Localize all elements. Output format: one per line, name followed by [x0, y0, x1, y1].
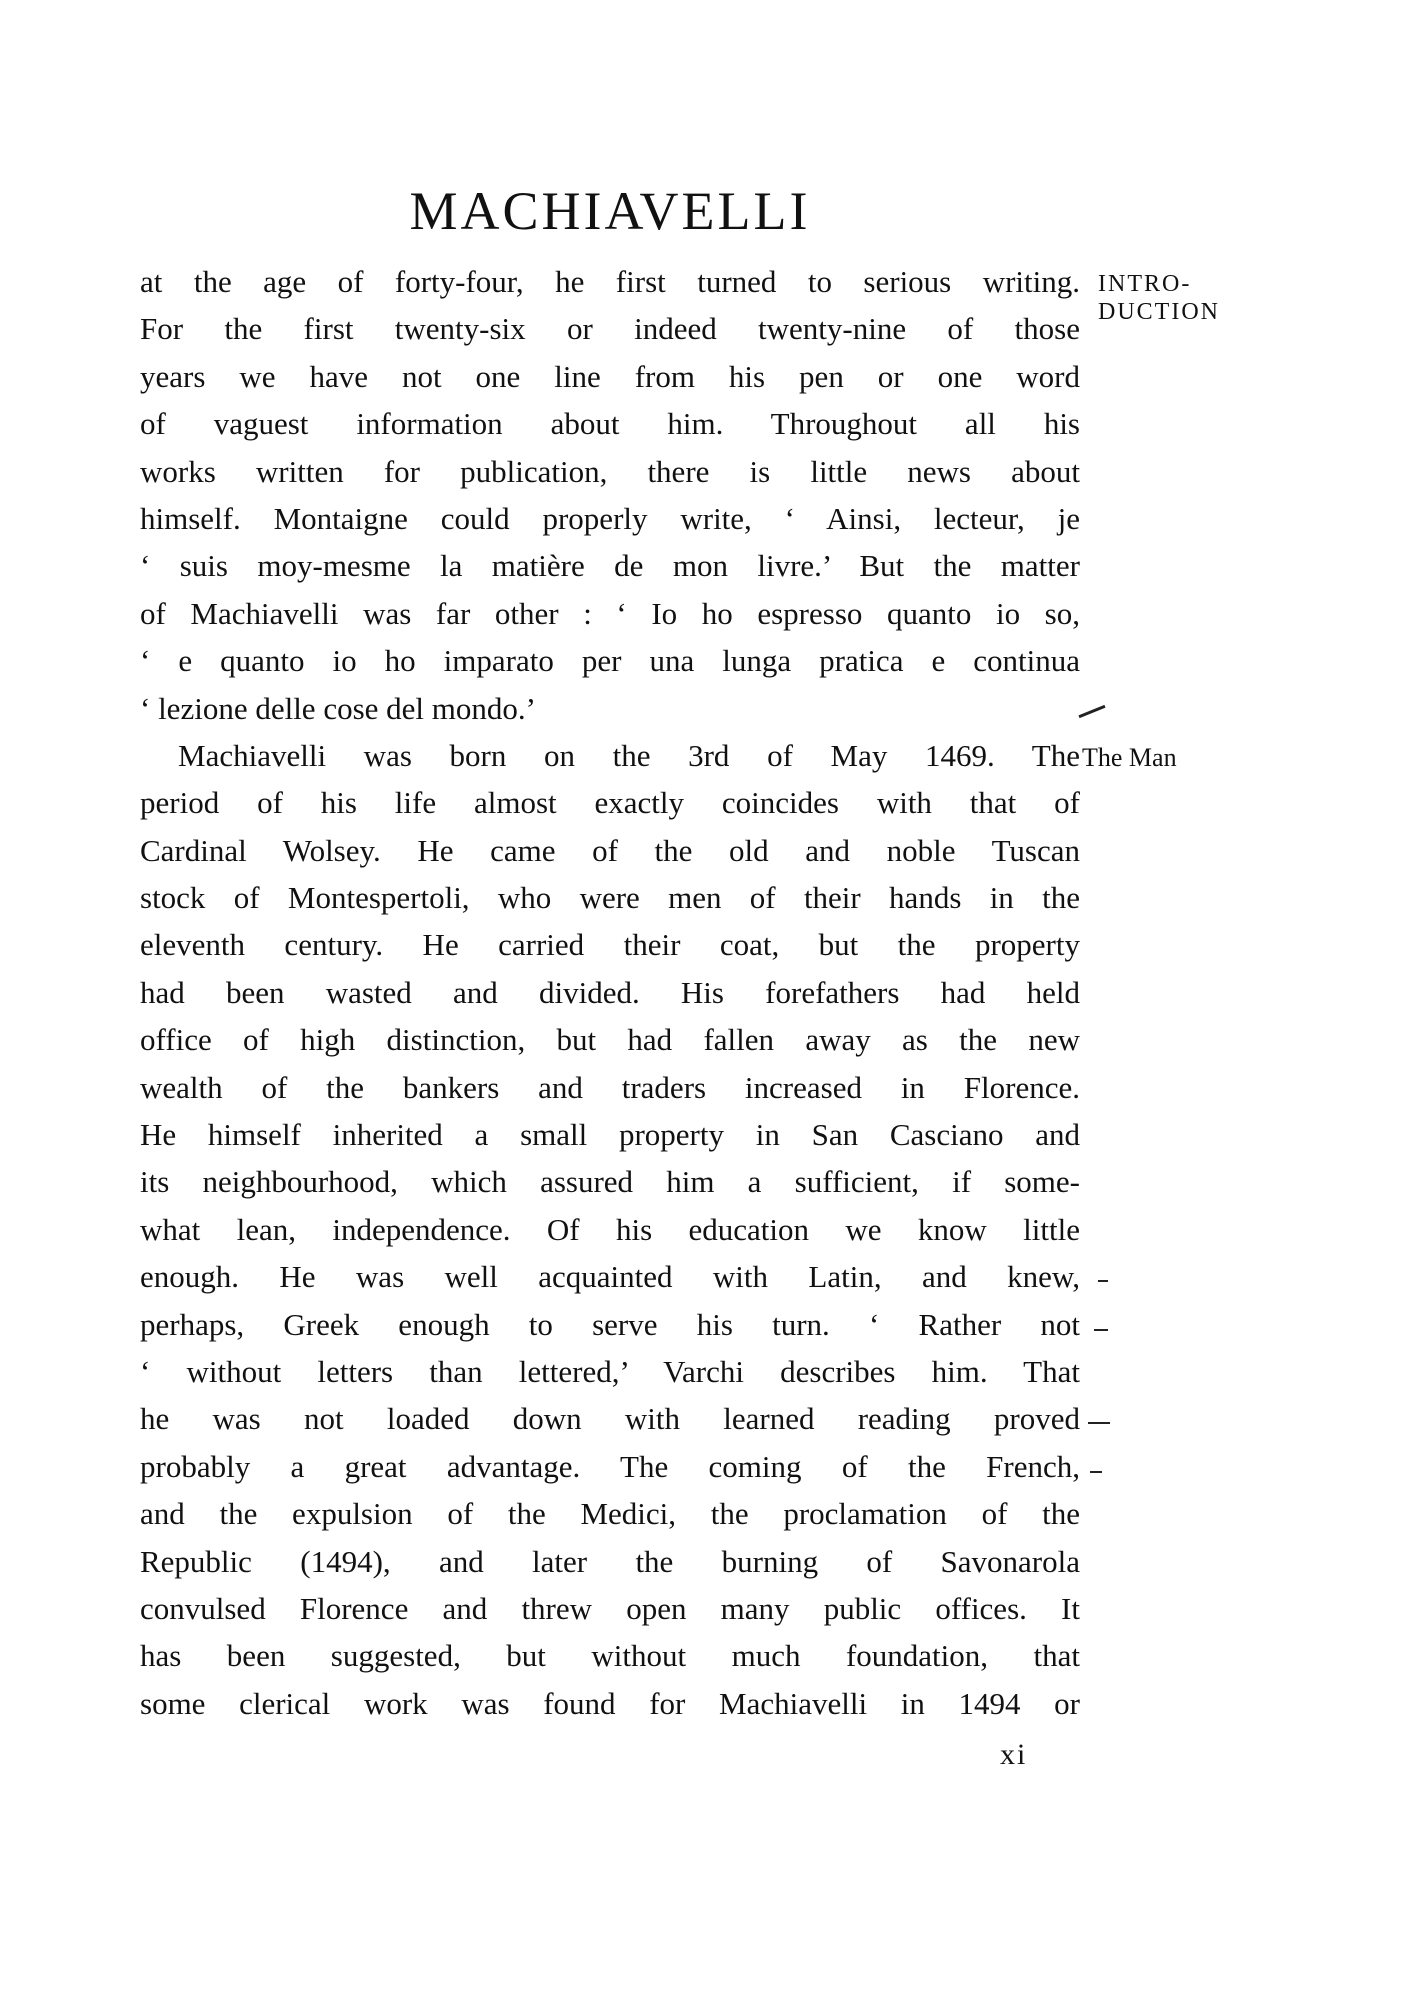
text-line: years we have not one line from his pen or one word — [140, 358, 1080, 394]
sidenote-introduction — [1098, 270, 1248, 326]
text-line: works written for publication, there is little news about — [140, 453, 1080, 489]
margin-dash-mark — [1094, 1329, 1108, 1331]
text-line: at the age of forty-four, he first turned to serious writing. — [140, 264, 1080, 299]
text-line: of vaguest information about him. Throughout all his — [140, 406, 1080, 442]
margin-tick-mark — [1078, 705, 1105, 718]
running-head: MACHIAVELLI — [409, 181, 811, 241]
text-line: ‘ without letters than lettered,’ Varchi describes him. That — [140, 1353, 1080, 1389]
text-line: For the first twenty-six or indeed twenty-nine of those — [140, 311, 1080, 347]
sidenote-the-man: The Man — [1082, 743, 1177, 772]
margin-dash-mark — [1098, 1280, 1108, 1282]
page-number: xi — [1000, 1738, 1028, 1771]
text-line: what lean, independence. Of his education we know little — [140, 1211, 1080, 1247]
paragraph-2 — [140, 732, 1080, 1727]
text-line: probably a great advantage. The coming of the French, — [140, 1448, 1080, 1484]
paragraph-1 — [140, 258, 1080, 732]
text-line: its neighbourhood, which assured him a sufficient, if some- — [140, 1164, 1080, 1200]
text-line: office of high distinction, but had fallen away as the new — [140, 1022, 1080, 1058]
text-line: of Machiavelli was far other : ‘ Io ho espresso quanto io so, — [140, 595, 1080, 631]
text-line: some clerical work was found for Machiavelli in 1494 or — [140, 1685, 1080, 1721]
margin-dash-mark — [1090, 1471, 1102, 1473]
text-line: and the expulsion of the Medici, the proclamation of the — [140, 1496, 1080, 1532]
text-line: period of his life almost exactly coincides with that of — [140, 785, 1080, 821]
text-line: wealth of the bankers and traders increased in Florence. — [140, 1069, 1080, 1105]
text-line: enough. He was well acquainted with Latin, and knew, — [140, 1259, 1080, 1295]
text-line: ‘ lezione delle cose del mondo.’ — [140, 690, 536, 726]
text-line: ‘ suis moy-mesme la matière de mon livre.’ But the matter — [140, 548, 1080, 584]
text-line: He himself inherited a small property in San Casciano and — [140, 1117, 1080, 1153]
text-line: had been wasted and divided. His forefathers had held — [140, 974, 1080, 1010]
margin-dash-mark — [1088, 1422, 1110, 1424]
text-line: Machiavelli was born on the 3rd of May 1469. The — [178, 737, 1080, 773]
sidenote-introduction-line2: DUCTION — [1098, 299, 1220, 325]
sidenote-introduction-line1: INTRO- — [1098, 271, 1192, 297]
text-line: perhaps, Greek enough to serve his turn. ‘ Rather not — [140, 1306, 1080, 1342]
text-line: eleventh century. He carried their coat, but the property — [140, 927, 1080, 963]
text-line: Cardinal Wolsey. He came of the old and noble Tuscan — [140, 832, 1080, 868]
text-line: convulsed Florence and threw open many public offices. It — [140, 1590, 1080, 1626]
text-line: stock of Montespertoli, who were men of their hands in the — [140, 880, 1080, 916]
text-line: himself. Montaigne could properly write, ‘ Ainsi, lecteur, je — [140, 500, 1080, 536]
text-line: has been suggested, but without much foundation, that — [140, 1638, 1080, 1674]
text-line: he was not loaded down with learned reading proved — [140, 1401, 1080, 1437]
text-line: ‘ e quanto io ho imparato per una lunga pratica e continua — [140, 643, 1080, 679]
body-text — [140, 258, 1080, 1727]
text-line: Republic (1494), and later the burning of Savonarola — [140, 1543, 1080, 1579]
